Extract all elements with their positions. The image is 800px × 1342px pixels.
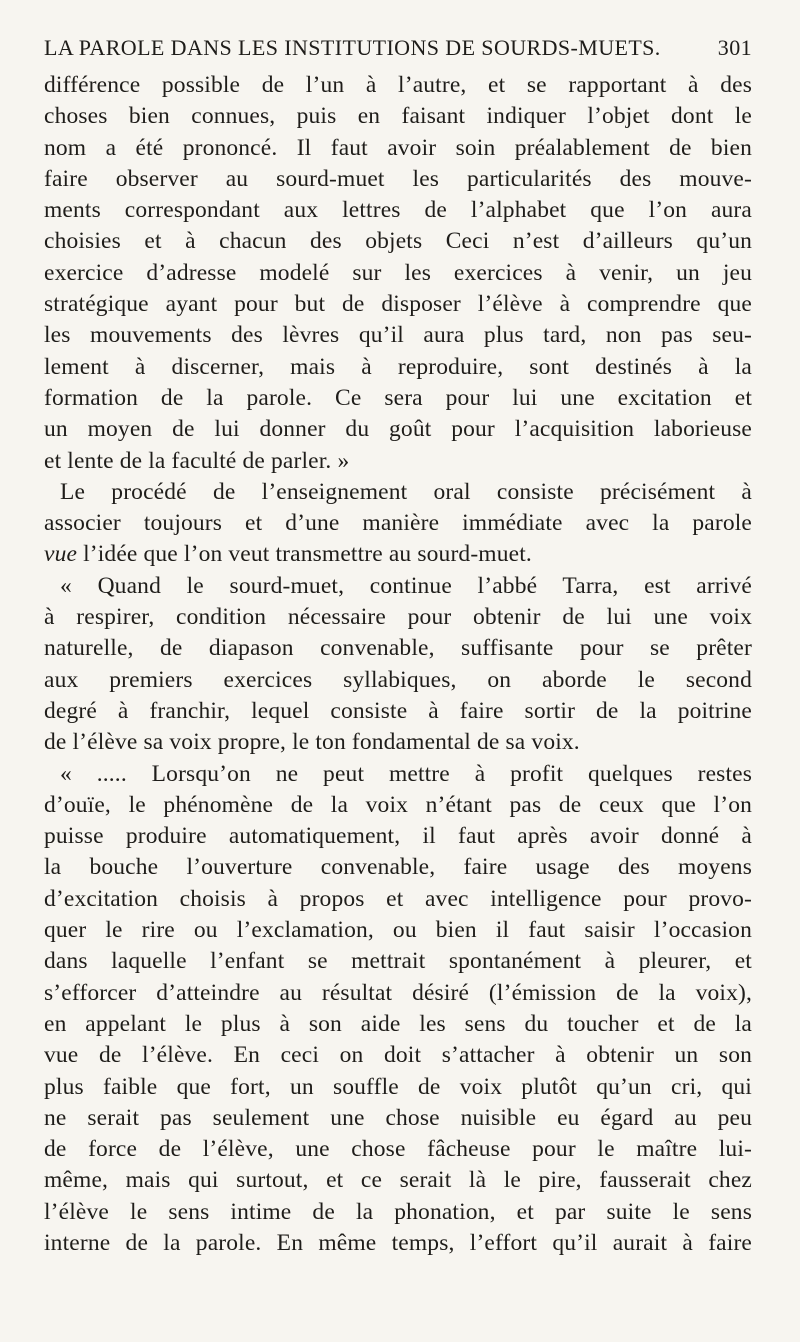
paragraph — [44, 477, 752, 571]
running-head — [44, 34, 752, 70]
text-line: « ..... Lorsqu’on ne peut mettre à profit quelques restes — [60, 760, 752, 787]
text-line: d’ouïe, le phénomène de la voix n’étant pas de ceux que l’on — [44, 791, 752, 818]
text-line: de l’élève sa voix propre, le ton fondamental de sa voix. — [44, 729, 580, 756]
text-line: associer toujours et d’une manière immédiate avec la parole — [44, 510, 752, 537]
paragraph — [44, 70, 752, 477]
text-line: différence possible de l’un à l’autre, et se rapportant à des — [44, 72, 752, 98]
text-line: « Quand le sourd-muet, continue l’abbé Tarra, est arrivé — [60, 572, 752, 599]
text-fragment: l’idée que l’on veut transmettre au sourd-muet. — [77, 541, 532, 568]
text-line: exercice d’adresse modelé sur les exercices à venir, un jeu — [44, 259, 752, 286]
text-line: degré à franchir, lequel consiste à faire sortir de la poitrine — [44, 697, 752, 724]
text-line: stratégique ayant pour but de disposer l’élève à comprendre que — [44, 291, 752, 318]
text-line: ne serait pas seulement une chose nuisible eu égard au peu — [44, 1104, 752, 1131]
text-line: plus faible que fort, un souffle de voix plutôt qu’un cri, qui — [44, 1073, 752, 1100]
text-line: un moyen de lui donner du goût pour l’acquisition laborieuse — [44, 416, 752, 443]
text-line: nom a été prononcé. Il faut avoir soin préalablement de bien — [44, 134, 752, 161]
running-title: LA PAROLE DANS LES INSTITUTIONS DE SOURDS-MUETS. — [44, 35, 661, 60]
text-line: lement à discerner, mais à reproduire, sont destinés à la — [44, 353, 752, 380]
text-line: l’élève le sens intime de la phonation, et par suite le sens — [44, 1198, 752, 1225]
paragraph — [44, 759, 752, 1260]
text-line: à respirer, condition nécessaire pour obtenir de lui une voix — [44, 604, 752, 631]
text-line: dans laquelle l’enfant se mettrait spontanément à pleurer, et — [44, 948, 752, 975]
text-line: les mouvements des lèvres qu’il aura plus tard, non pas seu- — [44, 322, 752, 349]
text-line: choses bien connues, puis en faisant indiquer l’objet dont le — [44, 103, 752, 130]
text-line: la bouche l’ouverture convenable, faire usage des moyens — [44, 854, 752, 881]
paragraph — [44, 571, 752, 759]
text-line: en appelant le plus à son aide les sens du toucher et de la — [44, 1010, 752, 1037]
text-line: faire observer au sourd-muet les particularités des mouve- — [44, 165, 752, 192]
text-line: d’excitation choisis à propos et avec intelligence pour provo- — [44, 885, 752, 912]
italic-word: vue — [44, 541, 78, 568]
text-line: quer le rire ou l’exclamation, ou bien il faut saisir l’occasion — [44, 917, 752, 944]
text-line: s’efforcer d’atteindre au résultat désiré (l’émission de la voix), — [44, 979, 752, 1006]
text-line: interne de la parole. En même temps, l’effort qu’il aurait à faire — [44, 1229, 752, 1256]
text-line: même, mais qui surtout, et ce serait là le pire, fausserait chez — [44, 1167, 752, 1194]
text-line — [44, 539, 752, 570]
body-text — [44, 70, 752, 1259]
text-line: formation de la parole. Ce sera pour lui une excitation et — [44, 384, 752, 411]
text-line: Le procédé de l’enseignement oral consiste précisément à — [60, 478, 752, 505]
text-line: puisse produire automatiquement, il faut après avoir donné à — [44, 823, 752, 850]
text-line: aux premiers exercices syllabiques, on aborde le second — [44, 666, 752, 693]
text-line: choisies et à chacun des objets Ceci n’est d’ailleurs qu’un — [44, 228, 752, 255]
text-line: ments correspondant aux lettres de l’alphabet que l’on aura — [44, 197, 752, 224]
text-line: naturelle, de diapason convenable, suffisante pour se prêter — [44, 635, 752, 662]
text-line: et lente de la faculté de parler. » — [44, 447, 350, 474]
text-line: vue de l’élève. En ceci on doit s’attacher à obtenir un son — [44, 1042, 752, 1069]
page-number: 301 — [717, 35, 752, 60]
text-line: de force de l’élève, une chose fâcheuse pour le maître lui- — [44, 1136, 752, 1163]
